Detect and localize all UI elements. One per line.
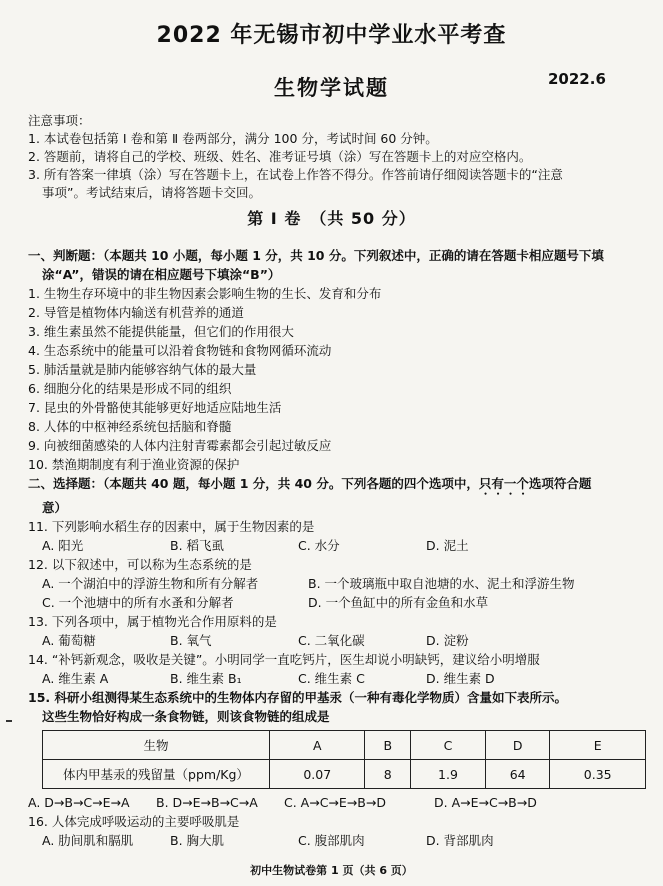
part2-heading (28, 474, 650, 498)
table-cell: 0.35 (550, 760, 646, 789)
part1-heading-cont: 涂“A”，错误的请在相应题号下填涂“B”） (42, 267, 281, 282)
option: C. 腹部肌肉 (298, 833, 365, 848)
q12-stem: 12. 以下叙述中，可以称为生态系统的是 (28, 557, 252, 572)
table-row (43, 731, 646, 760)
option: C. 二氧化碳 (298, 633, 365, 648)
tf-item: 9. 向被细菌感染的人体内注射青霉素都会引起过敏反应 (28, 438, 332, 453)
table-cell: B (365, 731, 411, 760)
q14-options (28, 669, 650, 688)
table-cell: 0.07 (270, 760, 365, 789)
option: D. 一个鱼缸中的所有金鱼和水草 (308, 595, 489, 610)
tf-item: 2. 导管是植物体内输送有机营养的通道 (28, 305, 244, 320)
q13-stem: 13. 下列各项中，属于植物光合作用原料的是 (28, 614, 277, 629)
option: A. D→B→C→E→A (28, 795, 130, 810)
table-row (43, 760, 646, 789)
note-item: 2. 答题前，请将自己的学校、班级、姓名、准考证号填（涂）写在答题卡上的对应空格内。 (28, 149, 532, 164)
exam-subtitle: 生物学试题 (274, 76, 389, 100)
tf-item: 3. 维生素虽然不能提供能量，但它们的作用很大 (28, 324, 294, 339)
exam-title: 2022 年无锡市初中学业水平考查 (156, 23, 507, 48)
option: C. 水分 (298, 538, 340, 553)
exam-date: 2022.6 (548, 70, 606, 88)
table-cell: 1.9 (411, 760, 486, 789)
tf-item: 7. 昆虫的外骨骼使其能够更好地适应陆地生活 (28, 400, 282, 415)
option: A. 一个湖泊中的浮游生物和所有分解者 (42, 576, 259, 591)
note-item: 3. 所有答案一律填（涂）写在答题卡上，在试卷上作答不得分。作答前请仔细阅读答题卡的“注意 (28, 167, 563, 182)
option: D. 泥土 (426, 538, 469, 553)
note-item: 1. 本试卷包括第 Ⅰ 卷和第 Ⅱ 卷两部分，满分 100 分，考试时间 60 分钟。 (28, 131, 438, 146)
option: D. 淀粉 (426, 633, 469, 648)
tf-item: 10. 禁渔期制度有利于渔业资源的保护 (28, 457, 240, 472)
option: D. 维生素 D (426, 671, 495, 686)
option: B. D→E→B→C→A (156, 795, 258, 810)
q16-stem: 16. 人体完成呼吸运动的主要呼吸肌是 (28, 814, 240, 829)
notes-section (28, 112, 648, 202)
part2-heading-text: 二、选择题：（本题共 40 题，每小题 1 分，共 40 分。下列各题的四个选项中， (28, 476, 479, 491)
part1-heading: 一、判断题：（本题共 10 小题，每小题 1 分，共 10 分。下列叙述中，正确的请在答题卡相应题号下填 (28, 248, 604, 263)
q15-stem: 15. 科研小组测得某生态系统中的生物体内存留的甲基汞（一种有毒化学物质）含量如下表所示。 (28, 690, 567, 705)
tf-item: 8. 人体的中枢神经系统包括脑和脊髓 (28, 419, 232, 434)
part2-heading-emphasis: 只有一个 (478, 476, 529, 491)
table-cell: 8 (365, 760, 411, 789)
option: B. 一个玻璃瓶中取自池塘的水、泥土和浮游生物 (308, 576, 575, 591)
table-cell: 体内甲基汞的残留量（ppm/Kg） (43, 760, 270, 789)
q13-options (28, 631, 650, 650)
table-cell: A (270, 731, 365, 760)
tf-item: 4. 生态系统中的能量可以沿着食物链和食物网循环流动 (28, 343, 332, 358)
option: B. 稻飞虱 (170, 538, 225, 553)
table-cell: C (411, 731, 486, 760)
option: C. 一个池塘中的所有水蚤和分解者 (42, 595, 234, 610)
option: A. 阳光 (42, 538, 84, 553)
option: D. 背部肌肉 (426, 833, 494, 848)
option: A. 葡萄糖 (42, 633, 96, 648)
q15-options (28, 793, 650, 812)
table-cell: D (485, 731, 550, 760)
table-cell: E (550, 731, 646, 760)
q12-options-row2 (28, 593, 650, 612)
table-cell: 生物 (43, 731, 270, 760)
page-footer: 初中生物试卷第 1 页（共 6 页） (250, 864, 413, 877)
mercury-table (42, 730, 646, 789)
tf-item: 1. 生物生存环境中的非生物因素会影响生物的生长、发育和分布 (28, 286, 382, 301)
questions-body (28, 246, 650, 850)
option: D. A→E→C→B→D (434, 795, 537, 810)
option: C. A→C→E→B→D (284, 795, 386, 810)
option: C. 维生素 C (298, 671, 365, 686)
option: B. 胸大肌 (170, 833, 225, 848)
tf-item: 6. 细胞分化的结果是形成不同的组织 (28, 381, 232, 396)
margin-mark (6, 720, 12, 722)
table-cell: 64 (485, 760, 550, 789)
part2-heading-cont: 意） (42, 500, 68, 515)
option: A. 维生素 A (42, 671, 109, 686)
option: A. 肋间肌和膈肌 (42, 833, 134, 848)
tf-item: 5. 肺活量就是肺内能够容纳气体的最大量 (28, 362, 257, 377)
q11-stem: 11. 下列影响水稻生存的因素中，属于生物因素的是 (28, 519, 315, 534)
section-heading: 第 Ⅰ 卷 （共 50 分） (247, 209, 416, 228)
option: B. 氧气 (170, 633, 212, 648)
part2-heading-text-end: 选项符合题 (528, 476, 592, 491)
q15-stem-cont: 这些生物恰好构成一条食物链，则该食物链的组成是 (42, 709, 330, 724)
q11-options (28, 536, 650, 555)
option: B. 维生素 B₁ (170, 671, 242, 686)
q12-options-row1 (28, 574, 650, 593)
q16-options (28, 831, 650, 850)
note-item: 事项”。考试结束后，请将答题卡交回。 (42, 185, 261, 200)
q14-stem: 14. “补钙新观念，吸收是关键”。小明同学一直吃钙片，医生却说小明缺钙，建议给小明增服 (28, 652, 540, 667)
notes-heading: 注意事项： (28, 113, 91, 128)
